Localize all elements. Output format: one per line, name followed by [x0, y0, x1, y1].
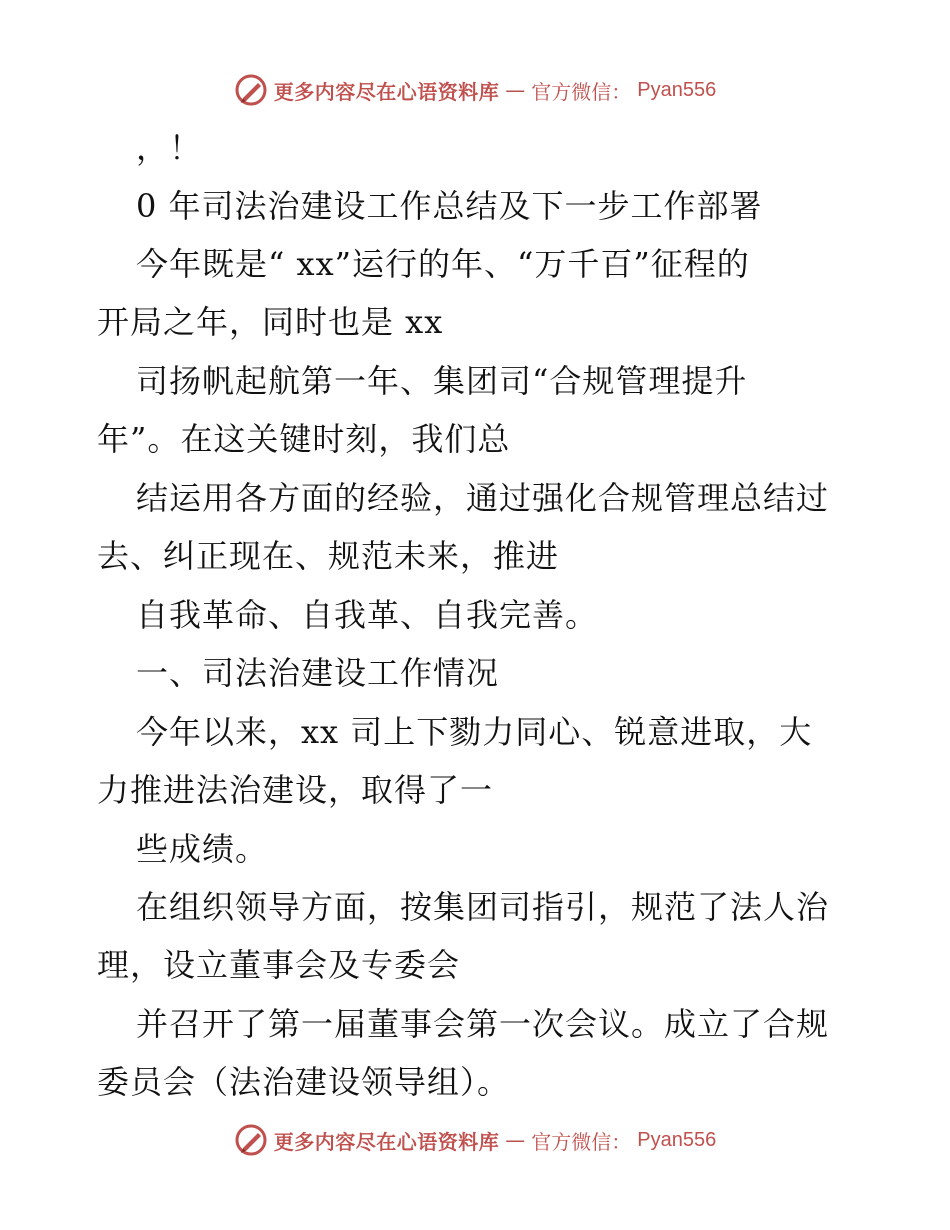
banner-wechat-id: Pyan556: [637, 1128, 717, 1151]
banner-title: 更多内容尽在心语资料库: [273, 1129, 500, 1154]
text-line: 开局之年，同时也是 xx: [97, 303, 444, 341]
text-line: 今年以来，xx 司上下勠力同心、锐意进取，大: [136, 713, 813, 751]
banner-title: 更多内容尽在心语资料库: [273, 79, 500, 104]
footer-banner: [0, 1120, 950, 1160]
text-line: 今年既是“ xx”运行的年、“万千百”征程的: [136, 245, 750, 283]
text-line: ，！: [136, 129, 203, 167]
pen-logo-icon: [234, 1123, 268, 1157]
document-title: 0 年司法治建设工作总结及下一步工作部署: [136, 187, 763, 225]
text-line: 结运用各方面的经验，通过强化合规管理总结过: [136, 479, 830, 517]
text-line: 去、纠正现在、规范未来，推进: [97, 537, 560, 575]
text-line: 年”。在这关键时刻，我们总: [97, 420, 511, 458]
banner-wechat-label: 官方微信：: [531, 1129, 632, 1154]
text-line: 并召开了第一届董事会第一次会议。成立了合规: [136, 1005, 830, 1043]
pen-logo-icon: [234, 73, 268, 107]
banner-wechat-label: 官方微信：: [531, 79, 632, 104]
text-line: 司扬帆起航第一年、集团司“合规管理提升: [136, 362, 748, 400]
banner-wechat-id: Pyan556: [637, 78, 717, 101]
banner-dash: —: [505, 1128, 526, 1152]
banner-dash: —: [505, 78, 526, 102]
text-line: 在组织领导方面，按集团司指引，规范了法人治: [136, 888, 830, 926]
text-line: 理，设立董事会及专委会: [97, 946, 461, 984]
section-heading: 一、司法治建设工作情况: [136, 654, 500, 692]
text-line: 力推进法治建设，取得了一: [97, 771, 494, 809]
header-banner: [0, 70, 950, 110]
text-line: 委员会（法治建设领导组）。: [97, 1063, 511, 1101]
text-line: 些成绩。: [136, 830, 269, 868]
text-line: 自我革命、自我革、自我完善。: [136, 596, 599, 634]
